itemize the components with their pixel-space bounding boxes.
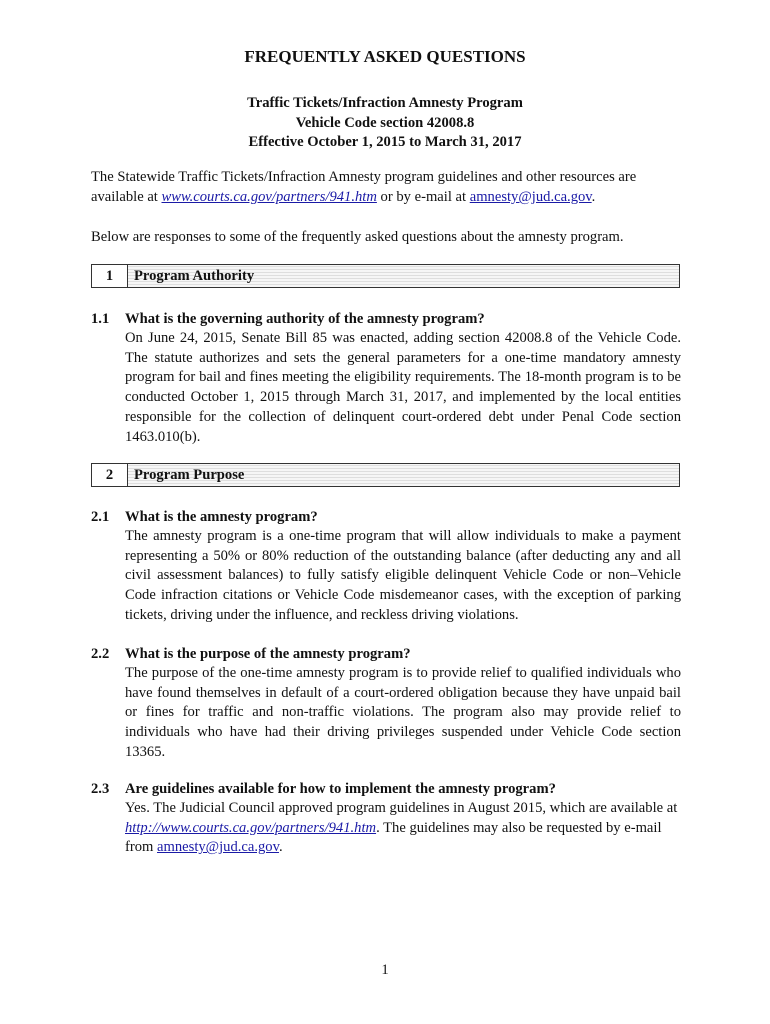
page-number: 1 [381,962,389,978]
below-paragraph: Below are responses to some of the frequently asked questions about the amnesty program. [91,229,624,245]
section-title: Program Purpose [134,467,245,483]
amnesty-email-link-2[interactable]: amnesty@jud.ca.gov [157,839,279,856]
question-number: 1.1 [91,311,110,327]
question-2-1 [91,507,681,626]
answer-text: On June 24, 2015, Senate Bill 85 was enacted, adding section 42008.8 of the Vehicle Code. The statute authorizes and sets the general parameters for a one-time mandatory amnesty program for bail and fines meeting the eligibility requirements. The 18-month program is to be conducted October 1, 2015 through March 31, 2017, and implemented by the local entities responsible for the collection of delinquent court-ordered debt under Penal Code section 1463.010(b). [125,330,681,445]
amnesty-email-link[interactable]: amnesty@jud.ca.gov [469,189,592,205]
subtitle-line-1: Traffic Tickets/Infraction Amnesty Program [247,95,523,111]
subtitle-block [0,94,770,153]
intro-text-before: The Statewide Traffic Tickets/Infraction Amnesty program guidelines and other resources are available at [91,169,637,205]
intro-text-middle: or by e-mail at [376,189,470,205]
answer-text: The amnesty program is a one-time program that will allow individuals to make a payment representing a 50% or 80% reduction of the outstanding balance (after deducting any and all civil assessment balances) to fully satisfy eligible delinquent Vehicle Code or non–Vehicle Code infraction citations or Vehicle Code misdemeanor cases, with the exception of parking tickets, driving under the influence, and reckless driving violations. [125,528,681,623]
question-text: What is the purpose of the amnesty program? [125,646,411,662]
subtitle-line-2: Vehicle Code section 42008.8 [295,114,475,131]
question-2-2 [91,644,681,763]
section-number: 1 [92,265,128,287]
answer-text-before: Yes. The Judicial Council approved program guidelines in August 2015, which are available at [125,800,678,816]
section-header-2 [91,463,680,487]
answer-text: The purpose of the one-time amnesty program is to provide relief to qualified individuals who have found themselves in default of a court-ordered obligation because they have unpaid bail or fines for traffic and non-traffic violations. The program also may provide relief to individuals who have had their driving privileges suspended under Vehicle Code section 13365. [125,665,681,760]
answer-text-after: . [278,839,283,856]
question-text: What is the governing authority of the amnesty program? [125,311,485,327]
intro-paragraph [91,167,681,207]
question-text: Are guidelines available for how to implement the amnesty program? [125,781,556,797]
answer-text [125,799,681,858]
question-text: What is the amnesty program? [125,509,318,525]
question-1-1 [91,309,681,447]
page-title: FREQUENTLY ASKED QUESTIONS [244,47,526,66]
intro-text-after: . [591,189,596,205]
question-number: 2.2 [91,646,110,662]
question-number: 2.1 [91,509,110,525]
section-number: 2 [92,464,128,486]
guidelines-link[interactable]: www.courts.ca.gov/partners/941.htm [161,189,377,205]
question-2-3 [91,779,681,858]
subtitle-line-3: Effective October 1, 2015 to March 31, 2017 [248,134,522,150]
question-number: 2.3 [91,781,110,797]
answer-text-middle: . The guidelines may also be requested by e-mail from [125,819,662,856]
section-header-1 [91,264,680,288]
guidelines-url-link[interactable]: http://www.courts.ca.gov/partners/941.htm [125,819,377,836]
section-title: Program Authority [134,268,255,284]
